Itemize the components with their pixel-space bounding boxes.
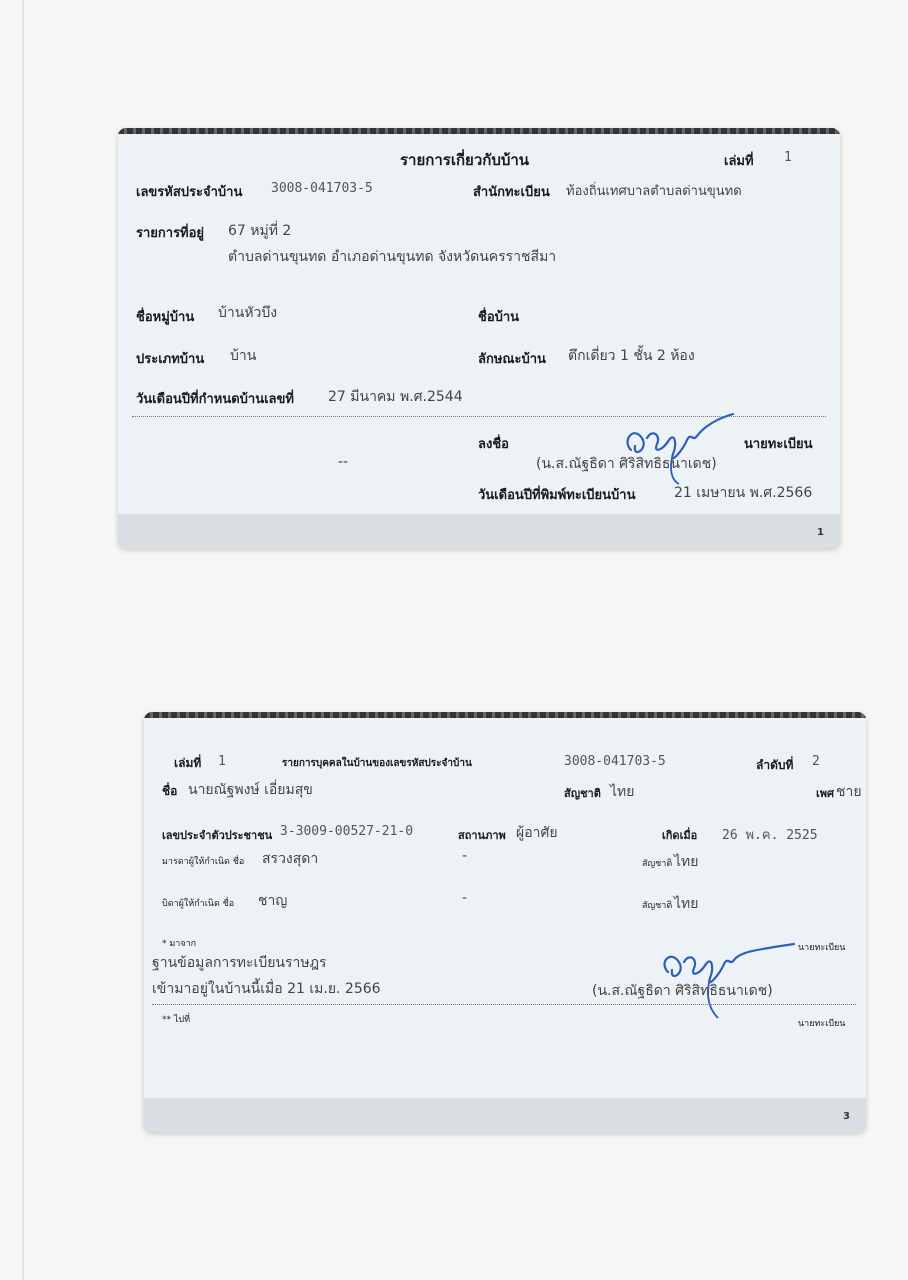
- village-label: ชื่อหมู่บ้าน: [136, 310, 195, 325]
- assign-date: 27 มีนาคม พ.ศ.2544: [328, 389, 463, 405]
- mother-nationality-label: สัญชาติ: [642, 859, 673, 869]
- mother-dash: -: [462, 848, 468, 864]
- sign-label: ลงชื่อ: [478, 437, 509, 452]
- card-footer-band: [118, 514, 840, 548]
- father-label: บิดาผู้ให้กำเนิด ชื่อ: [162, 899, 235, 909]
- dotted-separator: [152, 1004, 856, 1005]
- address-line-2: ตำบลด่านขุนทด อำเภอด่านขุนทด จังหวัดนครราชสีมา: [228, 249, 557, 265]
- registrar-label: นายทะเบียน: [744, 437, 813, 452]
- registry-office: ท้องถิ่นเทศบาลตำบลด่านขุนทด: [566, 184, 742, 199]
- house-type-label: ประเภทบ้าน: [136, 352, 205, 367]
- assign-date-label: วันเดือนปีที่กำหนดบ้านเลขที่: [136, 392, 294, 407]
- father-dash: -: [462, 890, 468, 906]
- nationality-label: สัญชาติ: [564, 787, 601, 800]
- nationality: ไทย: [610, 784, 635, 800]
- birth-date: 26 พ.ค. 2525: [722, 828, 818, 843]
- registry-office-label: สำนักทะเบียน: [473, 185, 550, 200]
- mother-nationality: ไทย: [674, 854, 699, 870]
- book-number: 1: [784, 150, 792, 165]
- name-label: ชื่อ: [162, 784, 178, 798]
- father-nationality: ไทย: [674, 896, 699, 912]
- id-label: เลขประจำตัวประชาชน: [162, 829, 273, 842]
- address-label: รายการที่อยู่: [136, 226, 205, 241]
- page-margin-line: [22, 0, 24, 1280]
- perforation-edge: [144, 712, 866, 718]
- sex-label: เพศ: [816, 787, 834, 800]
- sex: ชาย: [836, 784, 862, 800]
- resident-info-card: [144, 712, 866, 1132]
- card-title: รายการเกี่ยวกับบ้าน: [400, 151, 530, 169]
- page-number: 1: [817, 527, 824, 538]
- person-name: นายณัฐพงษ์ เอี่ยมสุข: [188, 782, 313, 798]
- id-number: 3-3009-00527-21-0: [280, 824, 414, 839]
- mother-name: สรวงสุดา: [262, 851, 319, 867]
- village-name: บ้านหัวบึง: [218, 305, 278, 321]
- dash-mark: --: [338, 454, 349, 470]
- registrar-name: (น.ส.ณัฐธิดา ศิริสิทธิธนาเดช): [592, 983, 773, 999]
- address-line-1: 67 หมู่ที่ 2: [228, 223, 292, 239]
- father-name: ชาญ: [258, 893, 288, 909]
- house-code: 3008-041703-5: [564, 754, 666, 769]
- house-style-label: ลักษณะบ้าน: [478, 352, 546, 367]
- book-number: 1: [218, 754, 226, 769]
- page-number: 3: [843, 1111, 850, 1122]
- house-name-label: ชื่อบ้าน: [478, 310, 520, 325]
- book-label: เล่มที่: [724, 154, 754, 169]
- to-label: ** ไปที่: [162, 1015, 191, 1025]
- house-style: ตึกเดี่ยว 1 ชั้น 2 ห้อง: [568, 348, 695, 364]
- from-label: * มาจาก: [162, 939, 197, 949]
- house-type: บ้าน: [230, 348, 257, 364]
- registrar-signature: [613, 410, 763, 490]
- perforation-edge: [118, 128, 840, 134]
- book-label: เล่มที่: [174, 756, 202, 770]
- birth-label: เกิดเมื่อ: [662, 829, 698, 842]
- registrar-name: (น.ส.ณัฐธิดา ศิริสิทธิธนาเดช): [536, 456, 717, 472]
- house-code-label: เลขรหัสประจำบ้าน: [136, 185, 243, 200]
- order-label: ลำดับที่: [756, 758, 794, 772]
- registrar-label-top: นายทะเบียน: [798, 943, 846, 953]
- move-in-date: เข้ามาอยู่ในบ้านนี้เมื่อ 21 เม.ย. 2566: [152, 981, 381, 997]
- status: ผู้อาศัย: [516, 825, 558, 841]
- print-date: 21 เมษายน พ.ศ.2566: [674, 485, 813, 501]
- status-label: สถานภาพ: [458, 829, 506, 842]
- house-info-card: [118, 128, 840, 548]
- order-number: 2: [812, 754, 820, 769]
- registrar-label-bottom: นายทะเบียน: [798, 1019, 846, 1029]
- father-nationality-label: สัญชาติ: [642, 901, 673, 911]
- card-footer-band: [144, 1098, 866, 1132]
- list-label: รายการบุคคลในบ้านของเลขรหัสประจำบ้าน: [282, 758, 472, 769]
- house-code: 3008-041703-5: [271, 181, 373, 196]
- print-date-label: วันเดือนปีที่พิมพ์ทะเบียนบ้าน: [478, 488, 636, 503]
- mother-label: มารดาผู้ให้กำเนิด ชื่อ: [162, 857, 245, 867]
- from-source: ฐานข้อมูลการทะเบียนราษฎร: [152, 955, 327, 971]
